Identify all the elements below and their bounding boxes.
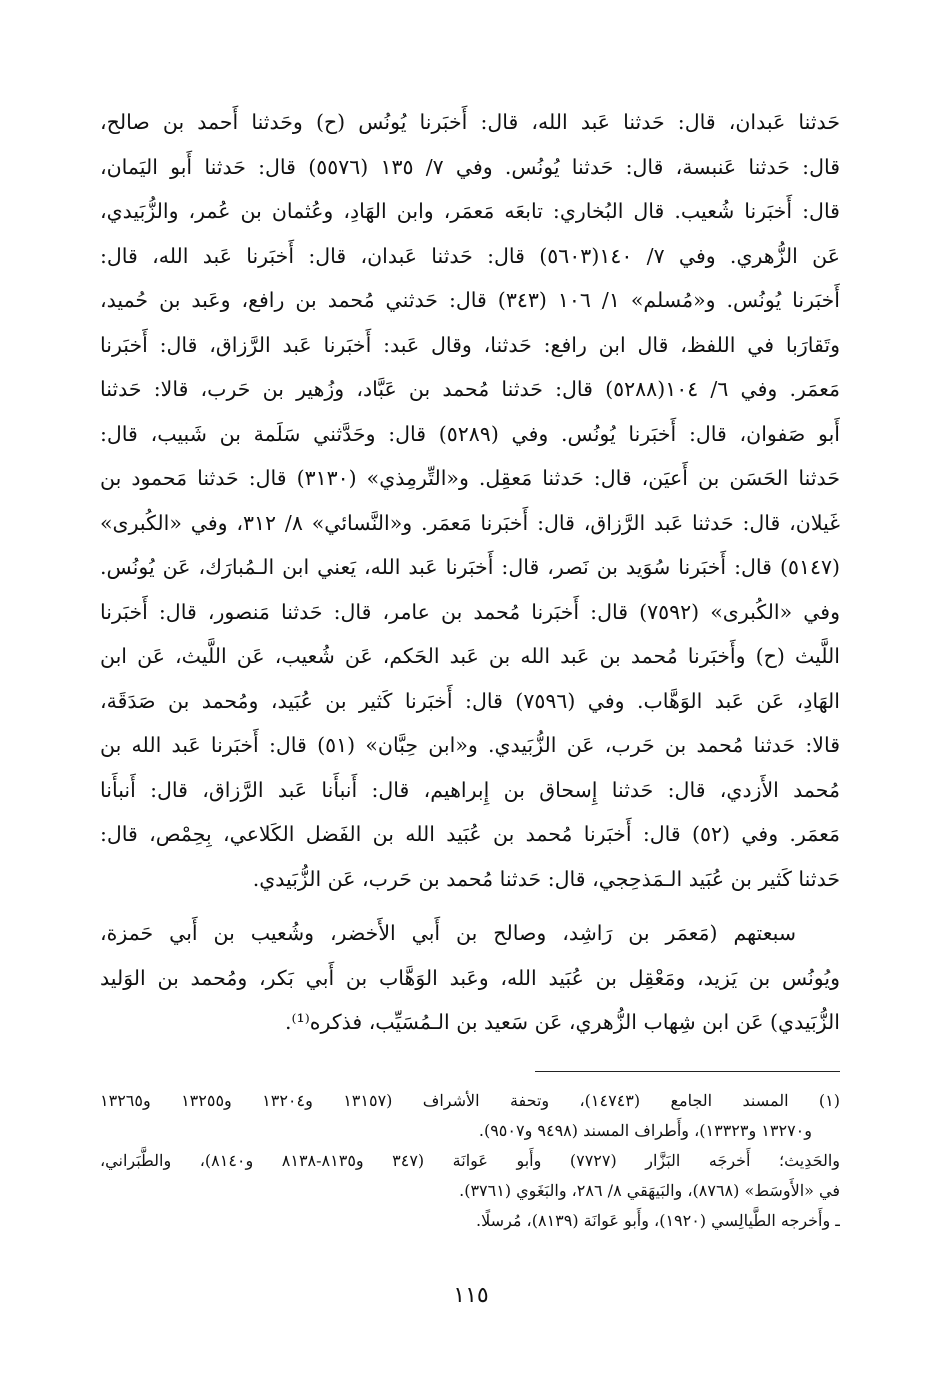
body-line: قالا: حَدثنا مُحمد بن حَرب، عَن الزُّبَيدي. و«ابن حِبَّان» (٥١) قال: أَخبَرنا عَبد الله بن xyxy=(100,733,840,757)
body-line: مَعمَر. وفي (٥٢) قال: أَخبَرنا مُحمد بن عُبَيد الله بن الفَضل الكَلاعي، بِحِمْص، قال: xyxy=(100,822,840,846)
closing-line: ويُونُس بن يَزيد، ومَعْقِل بن عُبَيد الله، وعَبد الوَهَّاب بن أَبي بَكر، ومُحمد بن الوَليد xyxy=(100,965,840,990)
footnote-line: ـ وأَخرجه الطَّيالِسي (١٩٢٠)، وأَبو عَوانَة (٨١٣٩)، مُرسلًا. xyxy=(476,1211,840,1230)
hadith-body-text xyxy=(100,100,840,1045)
body-line: أَبو صَفوان، قال: أَخبَرنا يُونُس. وفي (٥٢٨٩) قال: وحَدَّثني سَلَمة بن شَبيب، قال: xyxy=(100,421,840,446)
body-line: قال: أَخبَرنا شُعيب. قال البُخاري: تابعَه مَعمَر، وابن الهَادِ، وعُثمان بن عُمر، والزُّبَيدي، xyxy=(100,199,840,223)
body-line: قال: حَدثنا عَنبسة، قال: حَدثنا يُونُس. وفي ٧/ ١٣٥ (٥٥٧٦) قال: حَدثنا أَبو اليَمان، xyxy=(100,154,840,179)
closing-line: الزُّبَيدي) عَن ابن شِهاب الزُّهري، عَن سَعيد بن الـمُسَيِّب، فذكره⁽¹⁾. xyxy=(284,1010,840,1034)
body-line: أَخبَرنا يُونُس. و«مُسلم» ١/ ١٠٦ (٣٤٣) قال: حَدثني مُحمد بن رافع، وعَبد بن حُميد، xyxy=(100,288,840,312)
footnote-line: (١) المسند الجامع (١٤٧٤٣)، وتحفة الأشراف (١٣١٥٧ و١٣٢٠٤ و١٣٢٥٥ و١٣٢٦٥ xyxy=(100,1091,840,1110)
body-line: اللَّيث (ح) وأَخبَرنا مُحمد بن عَبد الله بن عَبد الحَكم، عَن شُعيب، عَن اللَّيث، عَن ابن xyxy=(100,644,840,668)
paragraph-gap xyxy=(100,901,840,911)
body-line: (٥١٤٧) قال: أَخبَرنا سُوَيد بن نَصر، قال: أَخبَرنا عَبد الله، يَعني ابن الـمُبارَك، عَن يُونُس. xyxy=(100,555,840,579)
footnotes xyxy=(100,1086,840,1236)
body-line: الهَادِ، عَن عَبد الوَهَّاب. وفي (٧٥٩٦) قال: أَخبَرنا كَثير بن عُبَيد، ومُحمد بن صَدَقَة، xyxy=(100,688,840,713)
footnote-line: و١٣٢٧٠ و١٣٣٢٣)، وأَطراف المسند (٩٤٩٨ و٩٥٠٧). xyxy=(478,1121,812,1140)
body-line: غَيلان، قال: حَدثنا عَبد الرَّزاق، قال: أَخبَرنا مَعمَر. و«النَّسائي» ٨/ ٣١٢، وفي «الكُبرى» xyxy=(100,510,840,535)
body-line: حَدثنا كَثير بن عُبَيد الـمَذحِجي، قال: حَدثنا مُحمد بن حَرب، عَن الزُّبَيدي. xyxy=(252,866,840,891)
body-line: مُحمد الأَزدي، قال: حَدثنا إِسحاق بن إِبراهيم، قال: أَنبأَنا عَبد الرَّزاق، قال: أَنبأَنا xyxy=(100,777,840,802)
body-line: وتَقارَبا في اللفظ، قال ابن رافع: حَدثنا، وقال عَبد: أَخبَرنا عَبد الرَّزاق، قال: أَخبَرنا xyxy=(100,332,840,357)
body-line: حَدثنا الحَسَن بن أَعيَن، قال: حَدثنا مَعقِل. و«التِّرمِذي» (٣١٣٠) قال: حَدثنا مَحمود بن xyxy=(100,466,840,490)
page-number: ١١٥ xyxy=(453,1283,489,1308)
footnote-line: في «الأَوسَط» (٨٧٦٨)، والبَيهَقي ٨/ ٢٨٦، والبَغَوي (٣٧٦١). xyxy=(459,1181,840,1200)
closing-line: سبعتهم (مَعمَر بن رَاشِد، وصالح بن أَبي الأَخضر، وشُعيب بن أَبي حَمزة، xyxy=(100,921,796,945)
body-line: عَن الزُّهري. وفي ٧/ ١٤٠(٥٦٠٣) قال: حَدثنا عَبدان، قال: أَخبَرنا عَبد الله، قال: xyxy=(100,243,840,268)
body-line: حَدثنا عَبدان، قال: حَدثنا عَبد الله، قال: أَخبَرنا يُونُس (ح) وحَدثنا أَحمد بن صالح، xyxy=(100,110,840,134)
body-line: مَعمَر. وفي ٦/ ١٠٤(٥٢٨٨) قال: حَدثنا مُحمد بن عَبَّاد، وزُهير بن حَرب، قالا: حَدثنا xyxy=(100,377,840,401)
footnote-separator xyxy=(535,1071,840,1072)
footnote-line: والحَدِيث؛ أَخرجَه البَزَّار (٧٧٢٧) وأَبو عَوانَة (٣٤٧ و٨١٣٥-٨١٣٨ و٨١٤٠)، والطَّبَراني، xyxy=(100,1151,840,1170)
body-line: وفي «الكُبرى» (٧٥٩٢) قال: أَخبَرنا مُحمد بن عامر، قال: حَدثنا مَنصور، قال: أَخبَرنا xyxy=(100,599,840,624)
